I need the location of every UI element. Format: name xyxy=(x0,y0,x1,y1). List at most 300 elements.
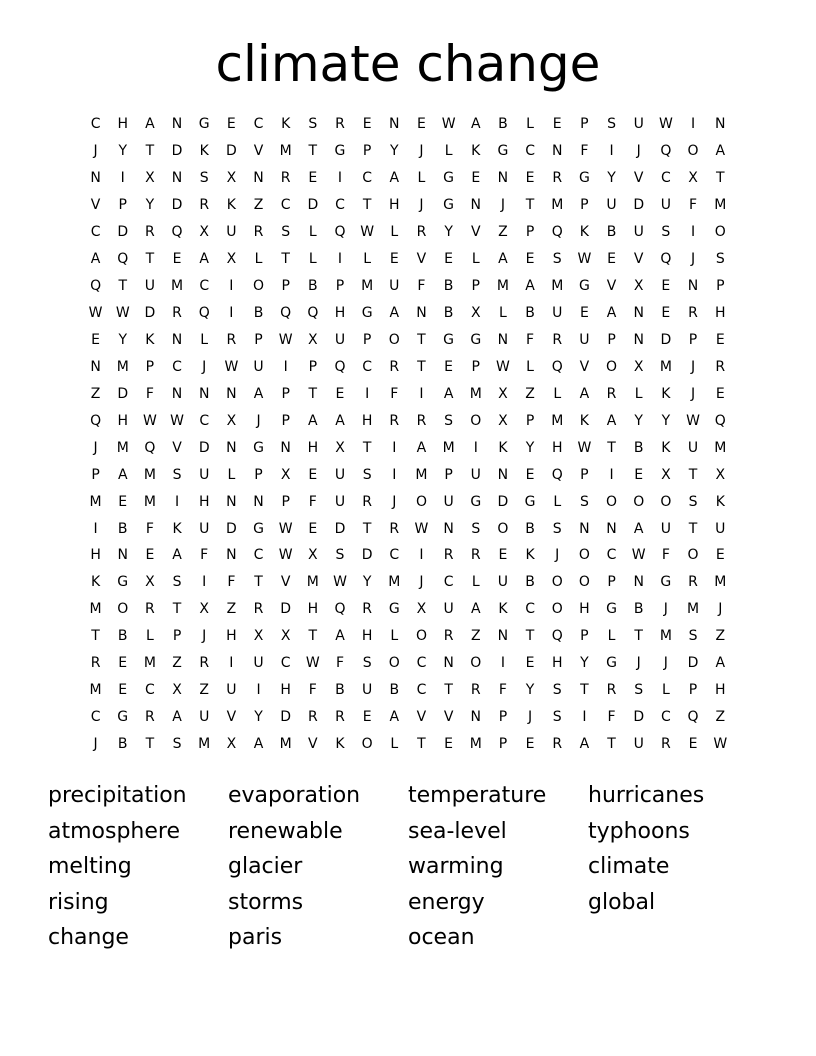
grid-letter: I xyxy=(202,574,207,591)
grid-letter: U xyxy=(660,520,671,537)
grid-letter: L xyxy=(471,251,480,268)
grid-letter: P xyxy=(444,466,453,483)
grid-letter: P xyxy=(281,412,290,429)
grid-letter: E xyxy=(715,547,725,564)
grid-letter: C xyxy=(253,547,264,564)
grid-letter: H xyxy=(389,197,400,214)
grid-letter: Q xyxy=(334,224,346,241)
grid-letter: F xyxy=(308,682,317,699)
grid-letter: A xyxy=(715,655,726,672)
grid-letter: S xyxy=(688,628,698,645)
grid-letter: V xyxy=(253,143,264,160)
grid-letter: U xyxy=(199,709,210,726)
grid-letter: C xyxy=(280,655,291,672)
grid-letter: O xyxy=(117,601,129,618)
word-column xyxy=(228,778,408,956)
grid-letter: Y xyxy=(525,439,535,456)
grid-letter: I xyxy=(609,143,614,160)
grid-letter: E xyxy=(525,736,535,753)
grid-letter: R xyxy=(335,709,345,726)
grid-letter: O xyxy=(687,143,699,160)
word-list-item: typhoons xyxy=(588,818,690,844)
grid-letter: I xyxy=(609,466,614,483)
grid-letter: Y xyxy=(254,709,263,726)
grid-letter: O xyxy=(253,278,265,295)
grid-letter: G xyxy=(470,493,482,510)
word-list-item: precipitation xyxy=(48,783,187,808)
grid-letter: W xyxy=(278,547,293,564)
grid-letter: S xyxy=(362,655,372,672)
grid-letter: I xyxy=(419,547,424,564)
grid-letter: M xyxy=(89,601,102,618)
grid-letter: T xyxy=(91,628,100,645)
grid-letter: H xyxy=(307,601,319,618)
grid-letter: J xyxy=(202,628,207,645)
grid-letter: N xyxy=(633,574,644,591)
grid-row xyxy=(82,219,734,246)
grid-letter: A xyxy=(199,251,209,268)
grid-letter: F xyxy=(580,143,589,160)
grid-letter: P xyxy=(335,278,345,295)
grid-letter: S xyxy=(607,116,616,133)
grid-letter: H xyxy=(117,412,128,429)
grid-letter: X xyxy=(470,305,481,322)
word-list-item: hurricanes xyxy=(588,783,705,808)
grid-letter: U xyxy=(362,682,373,699)
grid-letter: O xyxy=(578,574,590,591)
grid-letter: A xyxy=(389,305,400,322)
grid-letter: E xyxy=(362,116,372,133)
grid-letter: J xyxy=(256,412,261,429)
grid-letter: O xyxy=(551,601,563,618)
grid-letter: E xyxy=(444,251,454,268)
grid-letter: P xyxy=(281,493,290,510)
grid-letter: P xyxy=(525,224,535,241)
grid-letter: L xyxy=(200,331,209,348)
grid-letter: P xyxy=(281,385,290,402)
grid-letter: B xyxy=(389,682,400,699)
grid-letter: X xyxy=(145,574,155,591)
grid-letter: W xyxy=(115,305,130,322)
grid-letter: K xyxy=(145,331,155,348)
grid-letter: I xyxy=(690,224,696,241)
grid-letter: V xyxy=(416,251,427,268)
grid-letter: V xyxy=(280,574,291,591)
grid-letter: L xyxy=(390,224,399,241)
grid-letter: R xyxy=(552,736,563,753)
grid-letter: X xyxy=(226,251,237,268)
grid-letter: I xyxy=(229,278,234,295)
grid-letter: N xyxy=(90,170,101,187)
grid-letter: L xyxy=(471,574,480,591)
grid-letter: T xyxy=(145,143,155,160)
grid-letter: F xyxy=(526,331,535,348)
grid-letter: X xyxy=(661,466,671,483)
grid-letter: L xyxy=(363,251,372,268)
word-list-item: paris xyxy=(228,925,283,951)
grid-letter: K xyxy=(498,439,508,456)
grid-letter: A xyxy=(606,305,617,322)
grid-letter: T xyxy=(362,197,372,214)
grid-letter: E xyxy=(525,170,535,187)
grid-letter: O xyxy=(388,331,400,348)
grid-row xyxy=(82,327,734,354)
grid-letter: X xyxy=(226,412,237,429)
grid-letter: O xyxy=(606,358,618,375)
grid-letter: L xyxy=(254,251,263,268)
grid-row xyxy=(82,596,734,623)
grid-letter: J xyxy=(690,385,696,402)
grid-letter: E xyxy=(118,493,128,510)
grid-letter: G xyxy=(361,305,373,322)
grid-letter: E xyxy=(172,251,182,268)
grid-letter: U xyxy=(199,466,210,483)
grid-letter: U xyxy=(226,682,237,699)
grid-letter: W xyxy=(686,412,700,429)
grid-letter: R xyxy=(253,224,264,241)
grid-letter: C xyxy=(145,682,155,699)
grid-letter: I xyxy=(337,251,343,268)
grid-letter: M xyxy=(551,197,564,214)
grid-letter: L xyxy=(308,251,317,268)
grid-letter: J xyxy=(93,143,98,160)
grid-letter: N xyxy=(715,116,726,133)
grid-letter: M xyxy=(442,439,455,456)
grid-letter: E xyxy=(525,655,535,672)
grid-letter: J xyxy=(93,439,98,456)
grid-letter: J xyxy=(419,574,424,591)
grid-letter: X xyxy=(253,628,264,645)
grid-letter: E xyxy=(118,682,128,699)
grid-letter: N xyxy=(280,439,291,456)
grid-letter: D xyxy=(171,197,183,214)
grid-letter: S xyxy=(308,116,318,133)
grid-letter: C xyxy=(525,601,535,618)
grid-letter: L xyxy=(390,628,399,645)
grid-letter: X xyxy=(633,358,644,375)
grid-letter: Y xyxy=(525,682,535,699)
grid-letter: F xyxy=(607,709,616,726)
grid-letter: K xyxy=(90,574,101,591)
grid-row xyxy=(82,111,734,138)
grid-letter: P xyxy=(471,278,480,295)
grid-letter: L xyxy=(526,358,534,375)
grid-letter: E xyxy=(471,170,481,187)
grid-letter: H xyxy=(334,305,346,322)
letter-grid xyxy=(82,111,734,758)
grid-letter: Q xyxy=(198,305,210,322)
grid-letter: V xyxy=(443,709,454,726)
grid-letter: N xyxy=(443,655,454,672)
grid-letter: K xyxy=(525,547,535,564)
grid-letter: E xyxy=(525,251,535,268)
grid-letter: M xyxy=(469,385,482,402)
grid-row xyxy=(82,704,734,731)
grid-letter: A xyxy=(172,547,182,564)
grid-letter: V xyxy=(416,709,427,726)
grid-letter: X xyxy=(280,466,291,483)
grid-letter: B xyxy=(443,278,454,295)
grid-letter: D xyxy=(633,197,645,214)
grid-letter: R xyxy=(172,305,182,322)
grid-letter: B xyxy=(606,224,617,241)
grid-letter: T xyxy=(362,439,372,456)
grid-letter: N xyxy=(117,547,128,564)
grid-letter: M xyxy=(714,439,727,456)
grid-letter: X xyxy=(308,547,318,564)
grid-letter: T xyxy=(580,682,589,699)
grid-letter: Q xyxy=(551,358,563,375)
grid-letter: J xyxy=(636,143,641,160)
grid-letter: M xyxy=(469,736,482,753)
grid-letter: T xyxy=(525,628,535,645)
grid-letter: Y xyxy=(661,412,671,429)
grid-letter: M xyxy=(659,358,672,375)
grid-letter: O xyxy=(470,412,482,429)
grid-letter: E xyxy=(389,251,399,268)
grid-letter: R xyxy=(606,682,617,699)
grid-letter: H xyxy=(117,116,128,133)
grid-row xyxy=(82,165,734,192)
grid-letter: E xyxy=(362,709,372,726)
grid-letter: C xyxy=(443,574,454,591)
grid-letter: O xyxy=(606,493,618,510)
word-list xyxy=(48,778,788,958)
grid-letter: N xyxy=(253,493,264,510)
grid-letter: A xyxy=(253,385,264,402)
grid-letter: H xyxy=(280,682,291,699)
grid-letter: C xyxy=(199,412,210,429)
grid-letter: S xyxy=(471,520,481,537)
grid-letter: F xyxy=(390,385,399,402)
grid-letter: L xyxy=(661,682,670,699)
grid-letter: R xyxy=(552,331,563,348)
grid-letter: T xyxy=(607,439,616,456)
grid-letter: O xyxy=(470,655,482,672)
grid-letter: S xyxy=(172,466,182,483)
grid-letter: J xyxy=(690,251,696,268)
grid-letter: N xyxy=(253,170,264,187)
grid-letter: M xyxy=(279,736,292,753)
grid-letter: G xyxy=(578,278,590,295)
grid-letter: I xyxy=(256,682,261,699)
grid-letter: I xyxy=(337,170,343,187)
grid-letter: U xyxy=(633,736,644,753)
grid-letter: W xyxy=(577,251,592,268)
grid-letter: L xyxy=(308,224,317,241)
grid-letter: M xyxy=(116,358,129,375)
grid-letter: A xyxy=(172,709,182,726)
grid-letter: C xyxy=(199,278,210,295)
grid-letter: M xyxy=(89,682,102,699)
grid-letter: E xyxy=(498,547,508,564)
grid-letter: T xyxy=(688,520,698,537)
grid-letter: N xyxy=(497,170,509,187)
grid-letter: I xyxy=(283,358,288,375)
grid-letter: M xyxy=(198,736,211,753)
grid-letter: S xyxy=(552,682,562,699)
grid-letter: D xyxy=(687,655,699,672)
grid-letter: A xyxy=(633,520,644,537)
grid-letter: S xyxy=(444,412,454,429)
grid-letter: Z xyxy=(525,385,535,402)
grid-letter: C xyxy=(606,547,617,564)
grid-letter: Z xyxy=(226,601,237,618)
grid-letter: Q xyxy=(280,305,292,322)
grid-letter: S xyxy=(634,682,644,699)
grid-letter: R xyxy=(688,305,698,322)
word-list-item: melting xyxy=(48,854,132,880)
word-column xyxy=(48,778,228,956)
grid-letter: Q xyxy=(334,358,346,375)
grid-letter: U xyxy=(606,197,617,214)
word-column xyxy=(408,778,588,956)
grid-letter: W xyxy=(631,547,646,564)
grid-letter: A xyxy=(470,601,481,618)
grid-letter: P xyxy=(308,358,318,375)
grid-letter: U xyxy=(253,358,264,375)
grid-letter: E xyxy=(688,736,698,753)
grid-row xyxy=(82,488,734,515)
grid-letter: T xyxy=(417,331,426,348)
grid-letter: L xyxy=(499,305,507,322)
grid-letter: M xyxy=(551,412,564,429)
grid-letter: P xyxy=(254,466,263,483)
grid-letter: K xyxy=(471,143,481,160)
grid-letter: N xyxy=(198,385,210,402)
grid-letter: H xyxy=(551,655,563,672)
grid-letter: G xyxy=(660,574,672,591)
grid-letter: Q xyxy=(551,628,563,645)
grid-letter: O xyxy=(415,493,427,510)
grid-letter: U xyxy=(389,278,400,295)
grid-letter: T xyxy=(634,628,643,645)
grid-letter: B xyxy=(253,305,264,322)
grid-letter: E xyxy=(226,116,236,133)
grid-letter: O xyxy=(687,547,699,564)
grid-letter: X xyxy=(416,601,427,618)
grid-letter: N xyxy=(470,709,481,726)
grid-letter: Q xyxy=(687,709,699,726)
grid-letter: R xyxy=(416,224,427,241)
grid-letter: M xyxy=(551,278,564,295)
grid-letter: X xyxy=(498,385,508,402)
grid-letter: P xyxy=(607,331,616,348)
grid-row xyxy=(82,515,734,542)
grid-letter: R xyxy=(145,709,155,726)
grid-letter: Q xyxy=(334,601,346,618)
grid-letter: M xyxy=(496,278,509,295)
grid-letter: G xyxy=(524,493,536,510)
grid-letter: P xyxy=(145,358,155,375)
grid-letter: X xyxy=(498,412,508,429)
grid-letter: A xyxy=(498,251,508,268)
grid-letter: V xyxy=(606,278,617,295)
grid-letter: P xyxy=(471,358,480,375)
grid-letter: P xyxy=(362,331,372,348)
grid-letter: Q xyxy=(714,412,726,429)
grid-letter: E xyxy=(607,251,616,268)
grid-letter: O xyxy=(633,493,645,510)
grid-letter: F xyxy=(227,574,236,591)
grid-letter: M xyxy=(415,466,428,483)
grid-letter: U xyxy=(334,331,346,348)
grid-letter: U xyxy=(470,466,481,483)
grid-letter: H xyxy=(361,628,373,645)
grid-letter: H xyxy=(551,439,563,456)
grid-letter: S xyxy=(362,466,372,483)
grid-letter: T xyxy=(688,466,698,483)
grid-letter: D xyxy=(225,143,237,160)
grid-letter: N xyxy=(389,116,400,133)
grid-letter: K xyxy=(226,197,236,214)
grid-letter: S xyxy=(552,251,562,268)
grid-letter: U xyxy=(334,466,346,483)
grid-letter: R xyxy=(470,547,481,564)
word-list-item: ocean xyxy=(408,925,475,951)
grid-letter: T xyxy=(417,358,426,375)
grid-letter: G xyxy=(117,574,129,591)
grid-letter: R xyxy=(280,170,291,187)
grid-letter: M xyxy=(659,628,672,645)
grid-letter: W xyxy=(224,358,239,375)
grid-letter: E xyxy=(444,736,454,753)
grid-letter: O xyxy=(388,655,400,672)
grid-letter: E xyxy=(715,385,725,402)
grid-letter: U xyxy=(552,305,563,322)
grid-letter: C xyxy=(416,682,427,699)
grid-letter: H xyxy=(715,305,726,322)
grid-row xyxy=(82,731,734,758)
grid-letter: R xyxy=(389,520,400,537)
grid-letter: Q xyxy=(117,251,129,268)
grid-letter: G xyxy=(253,439,264,456)
grid-letter: A xyxy=(389,170,400,187)
grid-letter: P xyxy=(580,466,589,483)
grid-letter: J xyxy=(202,358,207,375)
grid-letter: W xyxy=(278,520,293,537)
grid-letter: B xyxy=(525,520,535,537)
grid-letter: N xyxy=(171,331,183,348)
grid-letter: E xyxy=(525,466,535,483)
grid-letter: H xyxy=(90,547,101,564)
grid-letter: R xyxy=(226,331,237,348)
grid-letter: V xyxy=(470,224,481,241)
grid-letter: D xyxy=(144,305,156,322)
grid-letter: F xyxy=(417,278,426,295)
grid-letter: I xyxy=(120,170,125,187)
grid-letter: U xyxy=(199,520,210,537)
grid-letter: R xyxy=(443,547,454,564)
grid-letter: R xyxy=(199,655,210,672)
grid-letter: G xyxy=(443,197,455,214)
grid-letter: U xyxy=(633,116,644,133)
grid-letter: K xyxy=(661,439,671,456)
grid-letter: N xyxy=(443,520,454,537)
grid-letter: D xyxy=(117,385,129,402)
grid-letter: Z xyxy=(470,628,481,645)
grid-letter: W xyxy=(414,520,429,537)
grid-letter: P xyxy=(688,331,698,348)
grid-letter: X xyxy=(633,278,644,295)
grid-letter: J xyxy=(419,143,424,160)
grid-letter: Y xyxy=(634,412,643,429)
grid-letter: W xyxy=(577,439,592,456)
grid-letter: Y xyxy=(390,143,399,160)
grid-letter: S xyxy=(552,520,562,537)
word-list-item: temperature xyxy=(408,783,547,808)
grid-letter: W xyxy=(305,655,320,672)
